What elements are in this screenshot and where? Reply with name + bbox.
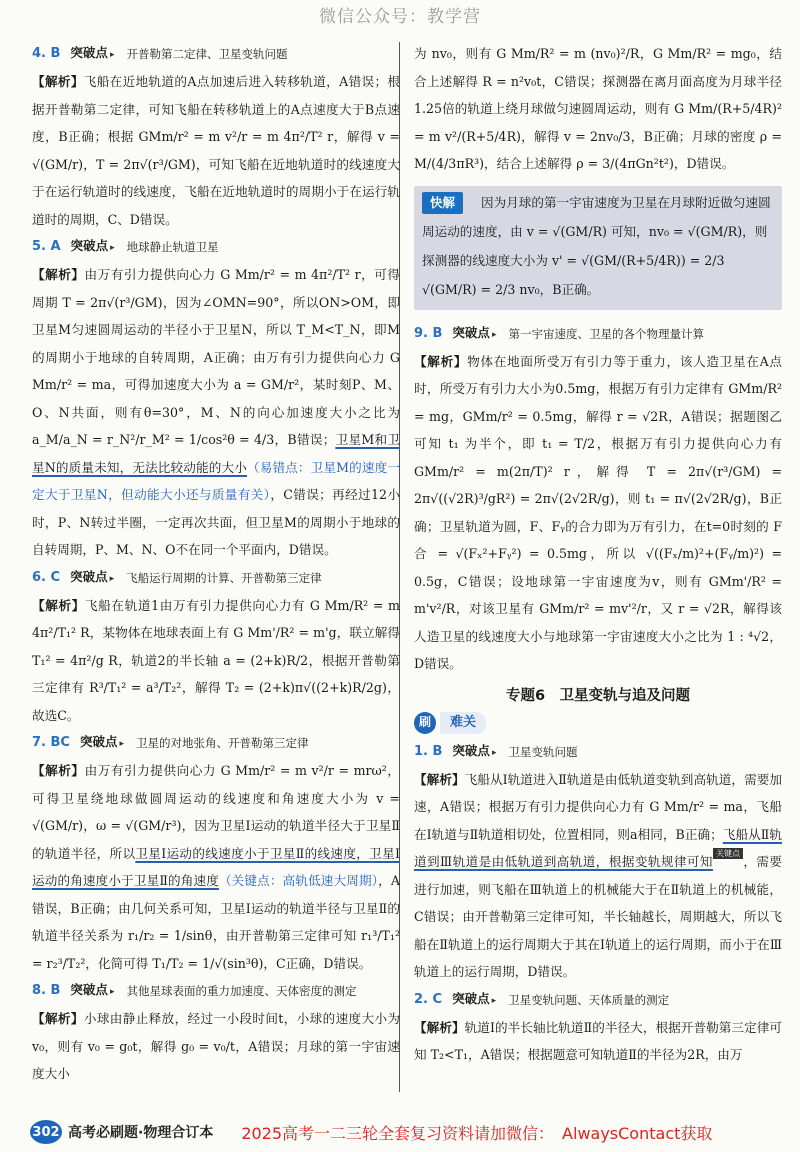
question-5 — [32, 233, 400, 564]
answer-number: 1. B — [414, 743, 443, 759]
explanation — [414, 348, 782, 678]
explanation — [32, 592, 400, 730]
question-header — [32, 564, 400, 592]
answer-number: 6. C — [32, 569, 61, 585]
answer-number: 5. A — [32, 239, 61, 254]
explanation — [414, 1014, 782, 1069]
page-footer — [30, 1118, 790, 1146]
quick-solution-box — [414, 186, 782, 310]
question-9 — [414, 320, 782, 678]
question-header — [32, 233, 400, 261]
explanation-text: 由万有引力提供向心力 G Mm/r² = m v²/r = mrω²，可得卫星绕地球做圆周运动的线速度和角速度大小为 v = √(GM/r)，ω = √(GM/r³)，因为卫星Ⅰ运动的轨道半径大于卫星Ⅱ的轨道半径，所以 — [32, 763, 401, 861]
question-header — [32, 40, 400, 68]
explanation — [32, 1005, 400, 1088]
question-8 — [32, 977, 400, 1088]
breakthrough-tag: 突破点 ▸ — [452, 738, 498, 766]
question-4 — [32, 40, 400, 233]
quick-solution-badge: 快解 — [422, 192, 463, 214]
breakthrough-tag: 突破点 ▸ — [71, 233, 117, 261]
topic-text: 其他星球表面的重力加速度、天体密度的测定 — [126, 984, 357, 998]
explanation-text: 轨道Ⅰ的半长轴比轨道Ⅱ的半径大，根据开普勒第三定律可知 T₂<T₁，A错误；根据题意可知轨道Ⅱ的半径为2R，由万 — [414, 1019, 783, 1062]
topic-text: 飞船运行周期的计算、开普勒第三定律 — [126, 570, 322, 585]
explanation-text: 飞船从Ⅰ轨道进入Ⅱ轨道是由低轨道变轨到高轨道，需要加速，A错误；根据万有引力提供向心力有 G Mm/r² = ma，飞船在Ⅰ轨道与Ⅱ轨道相切处，位置相同，则a相同，B正确； — [414, 771, 783, 842]
explanation — [32, 757, 400, 977]
section-question-2 — [414, 986, 782, 1069]
breakthrough-tag: 突破点 ▸ — [452, 986, 498, 1014]
question-header — [32, 729, 400, 757]
explanation-label: 【解析】 — [32, 74, 84, 89]
explanation-label: 【解析】 — [414, 1019, 465, 1035]
question-header — [414, 986, 782, 1014]
section-question-1 — [414, 738, 782, 986]
topic-text: 卫星变轨问题、天体质量的测定 — [508, 992, 670, 1007]
question-8-continued: 为 nv₀，则有 G Mm/R² = m (nv₀)²/R，G Mm/R² = mg₀，结合上述解得 R = n²v₀t，C错误；探测器在离月面高度为月球半径1.25倍的轨道上绕月球做匀速圆周运动，则有 G Mm/(R+5/4R)² = m v²/(R+5/4R)，解得 v = 2nv₀/3，B正确；月球的密度 ρ = M/(4/3πR³)，结合上述解得 ρ = 3/(4πGn²t²)，D错误。 — [414, 46, 782, 171]
key-hint: （关键点：高轨低速大周期） — [218, 873, 379, 888]
book-title: 高考必刷题·物理合订本 — [68, 1125, 214, 1141]
explanation-text: 飞船在近地轨道的A点加速后进入转移轨道，A错误；根据开普勒第二定律，可知飞船在转移轨道上的A点速度大于B点速度，B正确；根据 GMm/r² = m v²/r = m 4π²/T² r，解得 v = √(GM/r)，T = 2π√(r³/GM)，可知飞船在近地轨道时的线速度大于在运行轨道时的线速度，飞船在近地轨道时的周期小于在运行轨道时的周期，C、D错误。 — [32, 74, 400, 227]
answer-number: 7. BC — [32, 735, 70, 750]
explanation-text-cont: ，需要进行加速，则飞船在Ⅲ轨道上的机械能大于在Ⅱ轨道上的机械能，C错误；由开普勒第三定律可知，半长轴越长，周期越大，所以飞船在Ⅱ轨道上的运行周期大于其在Ⅰ轨道上的运行周期，而小于在Ⅲ轨道上的运行周期，D错误。 — [414, 854, 783, 979]
explanation — [32, 68, 400, 233]
underlined-text: 卫星M和卫星N的质量未知，无法比较动能的大小 — [32, 432, 400, 475]
explanation-label: 【解析】 — [414, 353, 468, 369]
breakthrough-tag: 突破点 ▸ — [70, 40, 116, 68]
brush-icon: 刷 — [414, 712, 436, 734]
question-header — [414, 738, 782, 766]
topic-text: 第一宇宙速度、卫星的各个物理量计算 — [508, 326, 704, 341]
explanation-label: 【解析】 — [32, 1011, 84, 1026]
section-title: 专题6 卫星变轨与追及问题 — [505, 687, 691, 704]
explanation — [32, 261, 400, 564]
question-6 — [32, 564, 400, 730]
question-7 — [32, 729, 400, 977]
topic-text: 地球静止轨道卫星 — [126, 240, 219, 254]
answer-number: 4. B — [32, 46, 61, 61]
answer-number: 2. C — [414, 991, 443, 1007]
quick-solution-text: 因为月球的第一宇宙速度为卫星在月球附近做匀速圆周运动的速度，由 v = √(GM/R) 可知，nv₀ = √(GM/R)，则探测器的线速度大小为 v' = √(GM/(R+5/4R)) = 2/3 √(GM/R) = 2/3 nv₀，B正确。 — [422, 194, 771, 297]
breakthrough-tag: 突破点 ▸ — [70, 564, 116, 592]
watermark: 微信公众号：教学营 — [319, 7, 481, 27]
explanation-label: 【解析】 — [32, 267, 85, 282]
left-column — [32, 40, 400, 1088]
underlined-text: 卫星Ⅰ运动的线速度小于卫星Ⅱ的线速度，卫星Ⅰ运动的角速度小于卫星Ⅱ的角速度 — [32, 845, 400, 888]
explanation-text-cont: ，C错误；再经过12小时，P、N转过半圈，一定再次共面，但卫星M的周期小于地球的自转周期，P、M、N、O不在同一个平面内，D错误。 — [32, 487, 400, 557]
explanation — [414, 766, 782, 986]
topic-text: 卫星的对地张角、开普勒第三定律 — [136, 736, 309, 750]
breakthrough-tag: 突破点 ▸ — [80, 729, 126, 757]
topic-text: 开普勒第二定律、卫星变轨问题 — [126, 47, 288, 61]
explanation-text-cont: ，A错误，B正确；由几何关系可知，卫星Ⅰ运动的轨道半径与卫星Ⅱ的轨道半径关系为 r₁/r₂ = 1/sinθ，由开普勒第三定律可知 r₁³/T₁² = r₂³/T₂²，化简可得 T₁/T₂ = 1/√(sin³θ)，C正确，D错误。 — [32, 873, 400, 971]
question-header — [414, 320, 782, 348]
explanation-label: 【解析】 — [414, 771, 465, 787]
key-point-tag: 关键点 — [713, 848, 743, 859]
explanation-text: 飞船在轨道1由万有引力提供向心力有 G Mm/R² = m 4π²/T₁² R，某物体在地球表面上有 G Mm'/R² = m'g，联立解得 T₁² = 4π²/g R，轨道2的半长轴 a = (2+k)R/2，根据开普勒第三定律有 R³/T₁² = a³/T₂²，解得 T₂ = (2+k)π√((2+k)R/2g)，故选C。 — [32, 597, 401, 723]
breakthrough-tag: 突破点 ▸ — [70, 977, 116, 1005]
right-column — [414, 40, 782, 1069]
answer-number: 9. B — [414, 325, 443, 341]
difficulty-text: 难关 — [440, 712, 486, 734]
explanation-text: 小球由静止释放，经过一小段时间t，小球的速度大小为 v₀，则有 v₀ = g₀t，解得 g₀ = v₀/t，A错误；月球的第一宇宙速度大小 — [32, 1011, 401, 1081]
error-hint: （易错点：卫星M的速度一定大于卫星N，但动能大小还与质量有关） — [32, 459, 400, 502]
page-number: 302 — [30, 1120, 62, 1144]
promo-text: 2025高考一二三轮全套复习资料请加微信： AlwaysContact获取 — [241, 1123, 713, 1143]
topic-text: 卫星变轨问题 — [508, 744, 578, 759]
difficulty-label — [414, 712, 782, 734]
explanation-text: 由万有引力提供向心力 G Mm/r² = m 4π²/T² r，可得周期 T = 2π√(r³/GM)，因为∠OMN=90°，所以ON>OM，即卫星M匀速圆周运动的半径小于卫星N，所以 T_M<T_N，即M的周期小于地球的自转周期，A正确；由万有引力提供向心力 G Mm/r² = ma，可得加速度大小为 a = GM/r²，某时刻P、M、O、N共面，则有θ=30°，M、N的向心加速度大小之比为 a_M/a_N = r_N²/r_M² = 1/cos²θ = 4/3，B错误； — [32, 267, 400, 447]
explanation-label: 【解析】 — [32, 763, 85, 778]
breakthrough-tag: 突破点 ▸ — [452, 320, 498, 348]
explanation-text: 物体在地面所受万有引力等于重力，该人造卫星在A点时，所受万有引力大小为0.5mg，根据万有引力定律有 GMm/R² = mg，GMm/r² = 0.5mg，解得 r = √2R，A错误；据题图乙可知 t₁ 为半个，即 t₁ = T/2，根据万有引力提供向心力有 GMm/r² = m(2π/T)² r，解得 T = 2π√(r³/GM) = 2π√((√2R)³/gR²) = 2π√(2√2R/g)，则 t₁ = π√(2√2R/g)，B正确；卫星轨道为圆，F、Fᵧ的合力即为万有引力，在t=0时刻的 F合 = √(Fₓ²+Fᵧ²) = 0.5mg，所以 √((Fₓ/m)²+(Fᵧ/m)²) = 0.5g，C错误；设地球第一宇宙速度为v，则有 GMm'/R² = m'v²/R，对该卫星有 GMm/r² = mv'²/r，又 r = √2R，解得该人造卫星的线速度大小与地球第一宇宙速度大小之比为 1 : ⁴√2，D错误。 — [414, 353, 782, 671]
answer-number: 8. B — [32, 983, 61, 998]
question-header — [32, 977, 400, 1005]
underlined-text: 飞船从Ⅱ轨道到Ⅲ轨道是由低轨道到高轨道，根据变轨规律可知 — [414, 826, 782, 869]
explanation-label: 【解析】 — [32, 597, 85, 613]
